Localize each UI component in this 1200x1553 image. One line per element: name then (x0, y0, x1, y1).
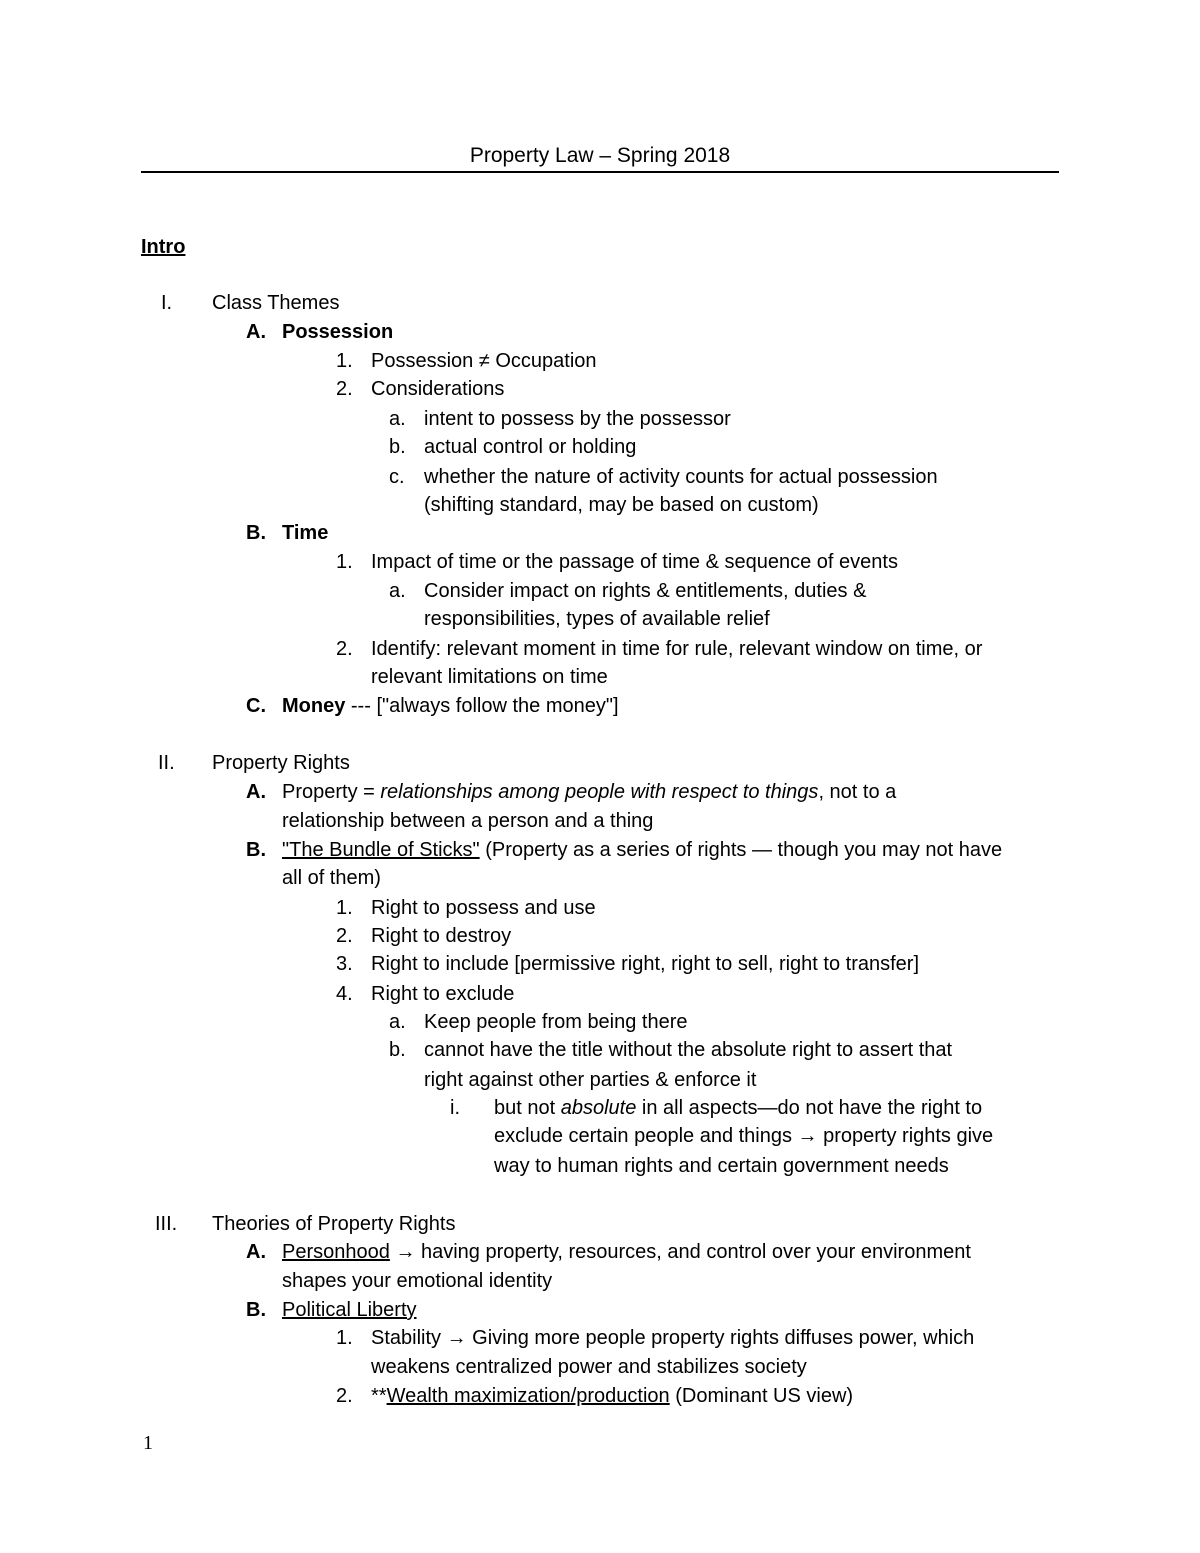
outline-marker: B. (246, 1299, 266, 1321)
text-run: in all aspects—do not have the right to (636, 1097, 983, 1119)
text-run: ** (371, 1385, 387, 1407)
underlined-run: Personhood (282, 1241, 390, 1263)
italic-run: relationships among people with respect to things (380, 781, 819, 803)
text-run: Giving more people property rights diffuses power, which (466, 1327, 975, 1349)
arrow-icon: → (446, 1327, 467, 1349)
outline-item (371, 1325, 974, 1351)
outline-item-continued: relevant limitations on time (371, 666, 608, 688)
outline-item-continued: weakens centralized power and stabilizes society (371, 1356, 807, 1378)
text-run: exclude certain people and things (494, 1125, 798, 1147)
outline-marker: A. (246, 781, 266, 803)
arrow-icon: → (797, 1125, 818, 1147)
outline-marker: III. (155, 1213, 178, 1235)
text-run: Stability (371, 1327, 447, 1349)
outline-marker: II. (158, 752, 175, 774)
outline-marker: 2. (336, 1385, 353, 1407)
outline-marker: I. (161, 292, 173, 314)
outline-heading: Class Themes (212, 292, 340, 314)
outline-item: Impact of time or the passage of time & sequence of events (371, 551, 898, 573)
outline-item: cannot have the title without the absolute right to assert that (424, 1039, 953, 1061)
outline-item: Possession (282, 321, 394, 343)
outline-item-continued: responsibilities, types of available relief (424, 608, 770, 630)
outline-marker: i. (450, 1097, 460, 1119)
outline-item (282, 779, 896, 805)
outline-marker: 1. (336, 1327, 353, 1349)
text-run: but not (494, 1097, 561, 1119)
outline-item: Identify: relevant moment in time for rule, relevant window on time, or (371, 638, 983, 660)
outline-item (494, 1095, 982, 1121)
outline-item: Right to possess and use (371, 897, 596, 919)
outline-item: Right to exclude (371, 983, 515, 1005)
outline-item: Time (282, 522, 329, 544)
outline-marker: C. (246, 695, 266, 717)
section-title: Intro (141, 236, 186, 258)
money-note: --- ["always follow the money"] (345, 695, 619, 717)
text-run: (Property as a series of rights — though you may not have (479, 839, 1003, 861)
outline-marker: B. (246, 522, 266, 544)
underlined-run: "The Bundle of Sticks" (282, 839, 480, 861)
outline-marker: c. (389, 466, 405, 488)
outline-marker: 2. (336, 378, 353, 400)
header-rule (141, 171, 1059, 173)
outline-marker: 1. (336, 350, 353, 372)
outline-item: whether the nature of activity counts for actual possession (424, 466, 938, 488)
outline-marker: a. (389, 1011, 406, 1033)
outline-item: Right to destroy (371, 925, 512, 947)
outline-item-continued: right against other parties & enforce it (424, 1069, 757, 1091)
italic-run: absolute (560, 1097, 637, 1119)
outline-item: Considerations (371, 378, 505, 400)
outline-item (282, 837, 1002, 863)
page-number: 1 (143, 1432, 153, 1454)
outline-marker: 1. (336, 897, 353, 919)
outline-marker: a. (389, 408, 406, 430)
money-label: Money (282, 695, 346, 717)
arrow-icon: → (395, 1241, 416, 1263)
outline-item: Consider impact on rights & entitlements, duties & (424, 580, 867, 602)
outline-item-continued: shapes your emotional identity (282, 1270, 553, 1292)
outline-marker: b. (389, 1039, 406, 1061)
outline-item (371, 1383, 853, 1409)
text-run: property rights give (817, 1125, 994, 1147)
text-run: Property = (282, 781, 381, 803)
outline-marker: 1. (336, 551, 353, 573)
outline-item: Political Liberty (282, 1299, 417, 1321)
outline-item (282, 693, 619, 719)
text-run: (Dominant US view) (669, 1385, 854, 1407)
outline-item-continued: way to human rights and certain government needs (494, 1155, 949, 1177)
outline-marker: B. (246, 839, 266, 861)
outline-marker: 4. (336, 983, 353, 1005)
outline-marker: 2. (336, 925, 353, 947)
outline-marker: 3. (336, 953, 353, 975)
outline-item-continued (494, 1123, 993, 1149)
underlined-run: Wealth maximization/production (386, 1385, 670, 1407)
outline-item: Keep people from being there (424, 1011, 688, 1033)
outline-item-continued: (shifting standard, may be based on custom) (424, 494, 819, 516)
outline-item-continued: relationship between a person and a thing (282, 810, 654, 832)
text-run: , not to a (818, 781, 897, 803)
outline-marker: A. (246, 321, 266, 343)
outline-marker: b. (389, 436, 406, 458)
outline-item-continued: all of them) (282, 867, 381, 889)
outline-heading: Property Rights (212, 752, 350, 774)
outline-marker: 2. (336, 638, 353, 660)
outline-heading: Theories of Property Rights (212, 1213, 456, 1235)
outline-marker: A. (246, 1241, 266, 1263)
outline-item (282, 1239, 971, 1265)
outline-item: Possession ≠ Occupation (371, 350, 597, 372)
document-header: Property Law – Spring 2018 (469, 144, 731, 167)
outline-item: actual control or holding (424, 436, 637, 458)
outline-marker: a. (389, 580, 406, 602)
outline-item: intent to possess by the possessor (424, 408, 731, 430)
text-run: having property, resources, and control over your environment (415, 1241, 971, 1263)
outline-item: Right to include [permissive right, right to sell, right to transfer] (371, 953, 920, 975)
